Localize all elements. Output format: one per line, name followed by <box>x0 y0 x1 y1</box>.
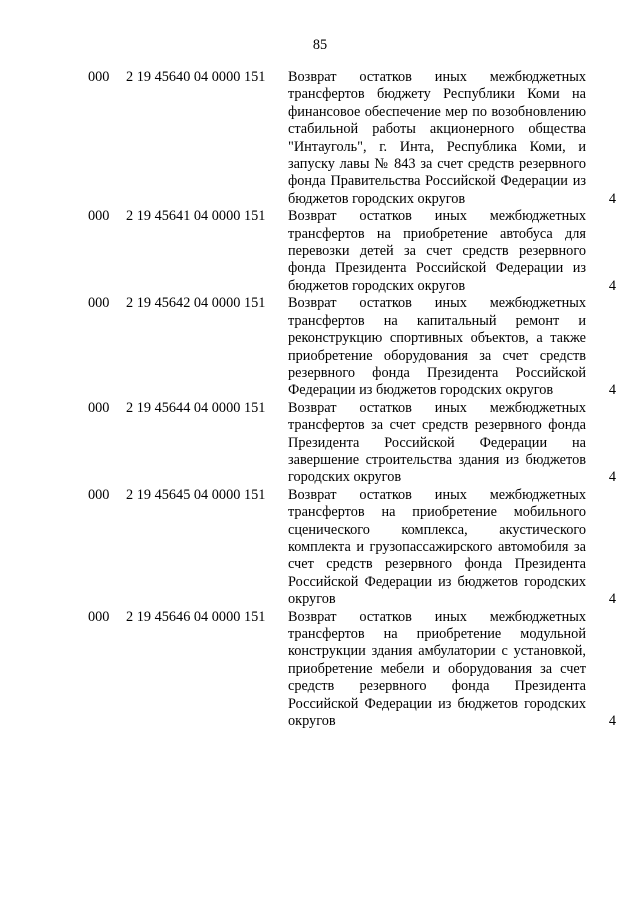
budget-classification-code: 2 19 45640 04 0000 151 <box>126 69 266 85</box>
admin-code: 000 <box>88 208 110 225</box>
page-number: 85 <box>312 37 328 53</box>
income-name: Возврат остатков иных межбюджетных трансфертов на приобретение автобуса для перевозки детей за счет средств резервного фонда Президента Российской Федерации из бюджетов городских округов <box>288 208 586 294</box>
income-name: Возврат остатков иных межбюджетных трансфертов на приобретение модульной конструкции здания амбулатории с установкой, приобретение мебели и оборудования за счет средств резервного фонда Президента Российской Федерации из бюджетов городских округов <box>288 608 586 730</box>
table-row <box>0 208 640 295</box>
table-row <box>0 69 640 208</box>
admin-code: 000 <box>88 486 110 503</box>
table-row <box>0 295 640 399</box>
table-row <box>0 400 640 487</box>
admin-code: 000 <box>88 399 110 416</box>
budget-classification-code: 2 19 45646 04 0000 151 <box>126 608 266 625</box>
row-value: 4 <box>608 591 616 608</box>
budget-classification-code: 2 19 45642 04 0000 151 <box>126 295 266 312</box>
budget-code-table <box>0 69 640 730</box>
budget-classification-code: 2 19 45644 04 0000 151 <box>126 399 266 416</box>
income-name: Возврат остатков иных межбюджетных трансфертов за счет средств резервного фонда Президента Российской Федерации на завершение строительства здания из бюджетов городских округов <box>288 399 586 486</box>
income-name: Возврат остатков иных межбюджетных трансфертов на капитальный ремонт и реконструкцию спортивных объектов, а также приобретение оборудования за счет средств резервного фонда Президента Российской Федерации из бюджетов городских округов <box>288 295 586 399</box>
admin-code: 000 <box>88 608 110 625</box>
row-value: 4 <box>608 277 616 294</box>
admin-code: 000 <box>88 69 110 85</box>
table-row <box>0 487 640 609</box>
income-name: Возврат остатков иных межбюджетных трансфертов на приобретение мобильного сценического комплекса, акустического комплекта и грузопассажирского автомобиля за счет средств резервного фонда Президента Российской Федерации из бюджетов городских округов <box>288 486 586 608</box>
budget-classification-code: 2 19 45641 04 0000 151 <box>126 208 266 225</box>
table-row <box>0 609 640 731</box>
row-value: 4 <box>608 713 616 730</box>
row-value: 4 <box>608 190 616 207</box>
budget-classification-code: 2 19 45645 04 0000 151 <box>126 486 266 503</box>
row-value: 4 <box>608 382 616 399</box>
admin-code: 000 <box>88 295 110 312</box>
income-name: Возврат остатков иных межбюджетных трансфертов бюджету Республики Коми на финансовое обеспечение мер по возобновлению стабильной работы акционерного общества "Интауголь", г. Инта, Республика Коми, и запуску лавы № 843 за счет средств резервного фонда Правительства Российской Федерации из бюджетов городских округов <box>288 69 586 207</box>
row-value: 4 <box>608 469 616 486</box>
